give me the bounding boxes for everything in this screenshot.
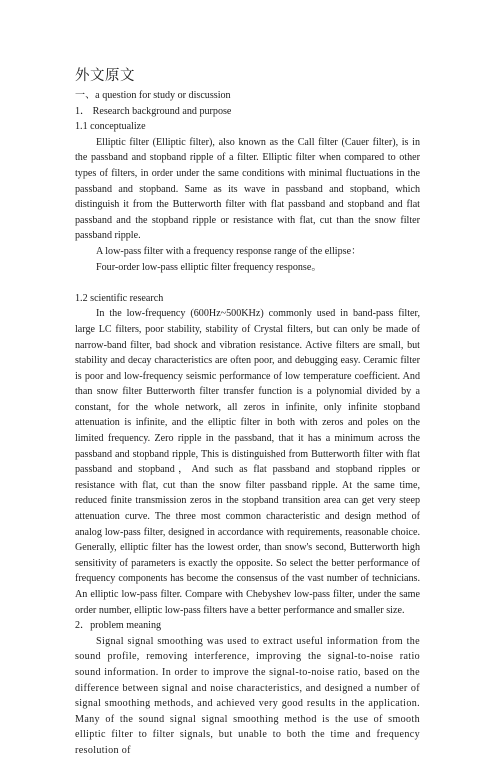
question-heading: 一、a question for study or discussion (75, 90, 231, 101)
section-1-2-heading: 1.2 scientific research (75, 292, 164, 304)
page-title: 外文原文 (75, 68, 135, 84)
section-1-heading: 1． Research background and purpose (75, 105, 232, 117)
document-body (75, 88, 420, 759)
section-1-1-heading: 1.1 conceptualize (75, 121, 146, 133)
section-1-1-line-1: A low-pass filter with a frequency response range of the ellipse： (96, 245, 362, 257)
section-2-paragraph: Signal signal smoothing was used to extract useful information from the sound profile, removing interference, improving the signal-to-noise ratio sound information. In order to improve the signal-to-noise ratio, based on the difference between signal and noise characteristics, and designed a number of signal smoothing methods, and achieved very good results in the application. Many of the sound signal signal smoothing method is the use of smooth elliptic filter to filter signals, but unable to both the time and frequency resolution of (75, 635, 420, 756)
section-1-1-paragraph: Elliptic filter (Elliptic filter), also known as the Call filter (Cauer filter), is in the passband and stopband ripple of a filter. Elliptic filter when compared to other types of filters, in order under the same conditions with minimal fluctuations in the passband and stopband. Same as its wave in passband and stopband, which distinguish it from the Butterworth filter with flat passband and stopband and flat passband and the stopband ripple or resistance with flat, cut than the snow filter passband ripple. (75, 136, 420, 242)
section-2-heading: 2．problem meaning (75, 620, 162, 632)
section-1-2-paragraph: In the low-frequency (600Hz~500KHz) commonly used in band-pass filter, large LC filters, poor stability, stability of Crystal filters, but can only be made of narrow-band filter, bad shock and vibration resistance. Active filters are small, but stability and decay characteristics are often poor, and debugging easy. Ceramic filter is poor and low-frequency seismic performance of low temperature coefficient. And than snow filter Butterworth filter transfer function is a polynomial divided by a constant, for the whole network, all zeros in infinite, only infinite stopband attenuation is infinite, and the elliptic filter in both with zeros and poles on the limited frequency. Zero ripple in the passband, that it has a minimum across the passband and stopband ripple, This is distinguished from Butterworth filter with flat passband and stopband，And such as flat passband and stopband ripples or resistance with flat, cut than the snow filter passband ripple. At the same time, reduced finite transmission zeros in the stopband transition area can get very steep attenuation curve. The three most common characteristic and design method of analog low-pass filter, designed in accordance with requirements, reasonable choice. Generally, elliptic filter has the lowest order, than snow's second, Butterworth high sensitivity of parameters is exactly the opposite. So select the better performance of frequency components has become the consensus of the vast number of technicians. An elliptic low-pass filter. Compare with Chebyshev low-pass filter, under the same order number, elliptic low-pass filters have a better performance and smaller size. (75, 308, 420, 616)
section-1-1-line-2: Four-order low-pass elliptic filter frequency response。 (96, 261, 322, 273)
blank-line (75, 275, 420, 291)
